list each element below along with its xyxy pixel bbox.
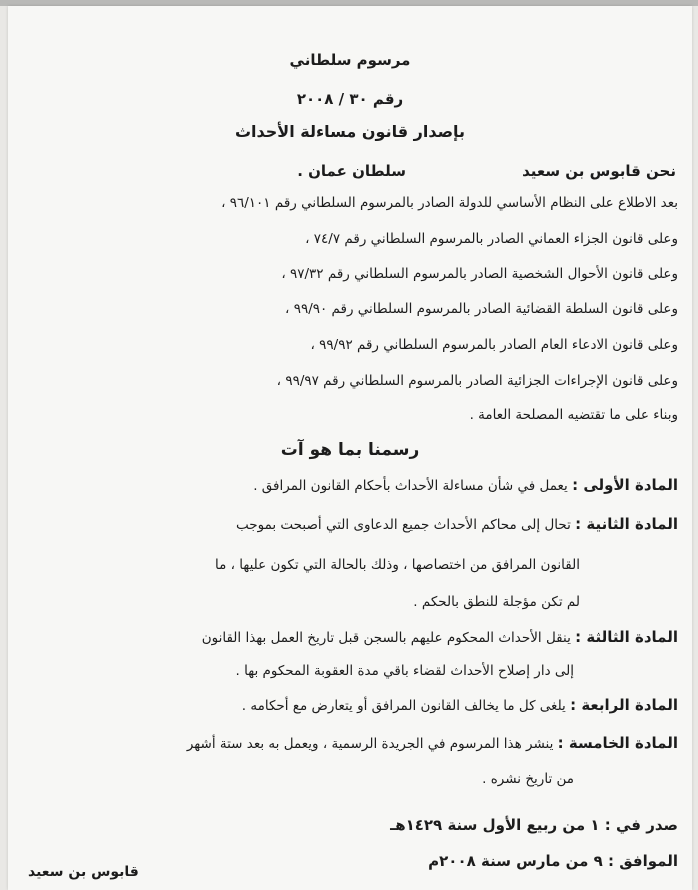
sultan-name: نحن قابوس بن سعيد xyxy=(522,162,676,180)
recital-line: وعلى قانون الأحوال الشخصية الصادر بالمرسوم السلطاني رقم ٩٧/٣٢ ، xyxy=(281,266,678,282)
recital-line: وعلى قانون الإجراءات الجزائية الصادر بالمرسوم السلطاني رقم ٩٩/٩٧ ، xyxy=(276,373,678,389)
issued-date-gregorian: الموافق : ٩ من مارس سنة ٢٠٠٨م xyxy=(428,852,678,870)
decree-subject: بإصدار قانون مساءلة الأحداث xyxy=(234,122,466,141)
document-page xyxy=(8,6,692,890)
issued-date-hijri: صدر في : ١ من ربيع الأول سنة ١٤٢٩هـ xyxy=(390,816,678,834)
article-label: المادة الأولى : xyxy=(572,476,678,494)
article-text: ينقل الأحداث المحكوم عليهم بالسجن قبل تاريخ العمل بهذا القانون xyxy=(201,630,571,646)
recital-line: وعلى قانون الجزاء العماني الصادر بالمرسوم السلطاني رقم ٧٤/٧ ، xyxy=(305,231,678,247)
article-text: ينشر هذا المرسوم في الجريدة الرسمية ، ويعمل به بعد ستة أشهر xyxy=(186,736,554,752)
article-label: المادة الخامسة : xyxy=(557,734,678,752)
article-text-line: من تاريخ نشره . xyxy=(482,771,574,787)
article-text: يعمل في شأن مساءلة الأحداث بأحكام القانون المرافق . xyxy=(253,478,568,494)
article-first xyxy=(253,476,678,495)
decree-heading: مرسوم سلطاني xyxy=(289,51,411,69)
article-label: المادة الثالثة : xyxy=(575,628,678,646)
article-fourth xyxy=(242,696,678,715)
article-second xyxy=(236,515,678,534)
signature: قابوس بن سعيد xyxy=(28,864,139,880)
decreed-heading: رسمنا بما هو آت xyxy=(280,440,420,460)
article-text-line: لم تكن مؤجلة للنطق بالحكم . xyxy=(413,594,580,610)
sultan-title: سلطان عمان . xyxy=(297,162,406,180)
recital-line: وعلى قانون الادعاء العام الصادر بالمرسوم السلطاني رقم ٩٩/٩٢ ، xyxy=(310,337,678,353)
article-text: يلغى كل ما يخالف القانون المرافق أو يتعارض مع أحكامه . xyxy=(241,698,566,714)
recital-line: وبناء على ما تقتضيه المصلحة العامة . xyxy=(469,407,678,423)
recital-line: بعد الاطلاع على النظام الأساسي للدولة الصادر بالمرسوم السلطاني رقم ٩٦/١٠١ ، xyxy=(221,195,678,211)
article-label: المادة الثانية : xyxy=(575,515,678,533)
article-text-line: القانون المرافق من اختصاصها ، وذلك بالحالة التي تكون عليها ، ما xyxy=(214,557,580,573)
article-fifth xyxy=(187,734,678,753)
decree-number: رقم ٣٠ / ٢٠٠٨ xyxy=(296,90,404,108)
recital-line: وعلى قانون السلطة القضائية الصادر بالمرسوم السلطاني رقم ٩٩/٩٠ ، xyxy=(285,301,678,317)
article-third xyxy=(202,628,678,647)
article-text: تحال إلى محاكم الأحداث جميع الدعاوى التي أصبحت بموجب xyxy=(236,517,571,533)
article-label: المادة الرابعة : xyxy=(570,696,678,714)
article-text-line: إلى دار إصلاح الأحداث لقضاء باقي مدة العقوبة المحكوم بها . xyxy=(235,663,574,679)
